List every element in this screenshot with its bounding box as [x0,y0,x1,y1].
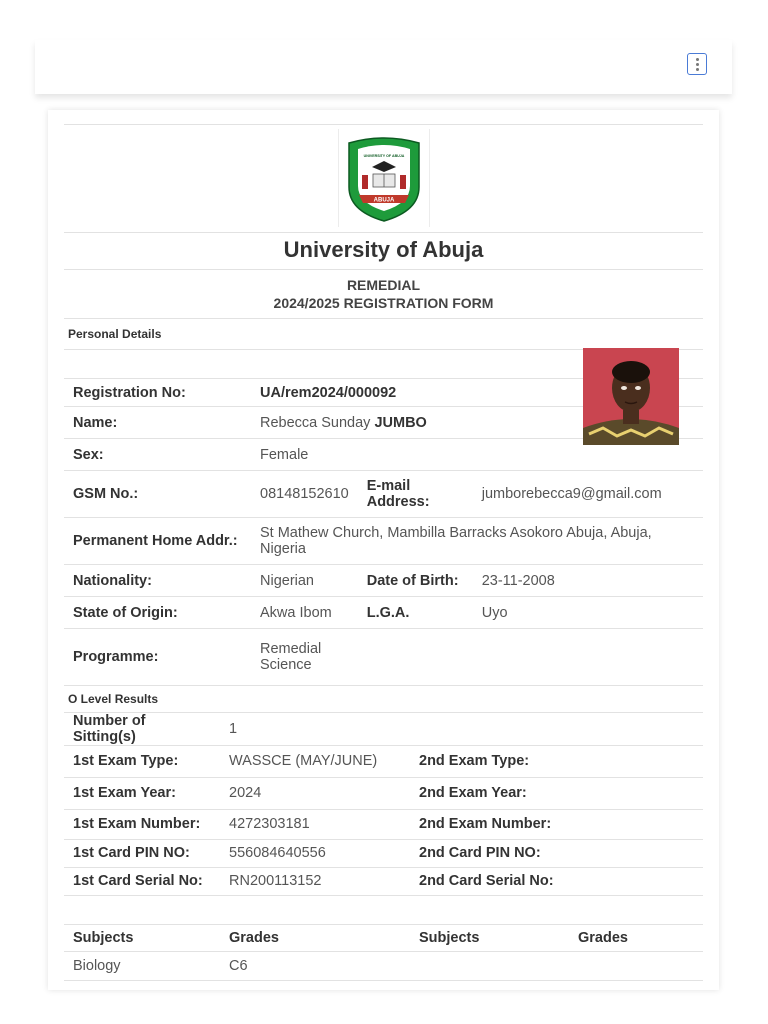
grades-header: Grades [569,924,703,951]
olevel-row-value-2 [569,839,703,867]
subject-grade: C6 [220,951,410,980]
state-value: Akwa Ibom [251,597,358,629]
form-body [64,124,703,981]
programme-label: Programme: [64,629,251,685]
olevel-row-label-2: 2nd Exam Number: [410,809,569,839]
olevel-row-value-2 [569,745,703,777]
passport-photo [583,348,679,445]
name-label: Name: [64,407,251,439]
state-label: State of Origin: [64,597,251,629]
subjects-header: Subjects [410,924,569,951]
subtitle-remedial: REMEDIAL [346,277,421,293]
olevel-row-value-1: WASSCE (MAY/JUNE) [220,745,410,777]
olevel-row-label-1: 1st Exam Type: [64,745,220,777]
email-value: jumborebecca9@gmail.com [473,471,703,518]
olevel-row-value-2 [569,777,703,809]
form-subtitle [64,270,703,318]
olevel-row-value-1: 4272303181 [220,809,410,839]
address-label: Permanent Home Addr.: [64,518,251,565]
logo-row [64,125,703,232]
olevel-row-value-1: 556084640556 [220,839,410,867]
olevel-row-label-1: 1st Exam Number: [64,809,220,839]
olevel-row-value-2 [569,867,703,895]
registration-form-card [48,110,719,990]
olevel-row-label-2: 2nd Exam Type: [410,745,569,777]
logo-text-bottom: ABUJA [373,197,395,204]
subject-grade [569,951,703,980]
subject-name [410,951,569,980]
olevel-row-label-1: 1st Card PIN NO: [64,839,220,867]
subject-name: Biology [64,951,220,980]
registration-label: Registration No: [64,379,251,407]
olevel-row-label-2: 2nd Card Serial No: [410,867,569,895]
address-value: St Mathew Church, Mambilla Barracks Asokoro Abuja, Abuja, Nigeria [251,518,703,565]
nationality-label: Nationality: [64,565,251,597]
subjects-header: Subjects [64,924,220,951]
gsm-value: 08148152610 [251,471,358,518]
dob-value: 23-11-2008 [473,565,703,597]
olevel-row-label-2: 2nd Exam Year: [410,777,569,809]
olevel-row-label-1: 1st Exam Year: [64,777,220,809]
olevel-row-label-1: 1st Card Serial No: [64,867,220,895]
name-last: JUMBO [374,414,427,431]
olevel-row-value-2 [569,809,703,839]
olevel-heading: O Level Results [68,691,159,706]
subtitle-registration-form: 2024/2025 REGISTRATION FORM [273,295,494,311]
olevel-row-value-1: 2024 [220,777,410,809]
name-first: Rebecca Sunday [260,414,371,431]
lga-value: Uyo [473,597,703,629]
olevel-row-label-2: 2nd Card PIN NO: [410,839,569,867]
logo-text-top: UNIVERSITY OF ABUJA [363,154,405,158]
sex-label: Sex: [64,439,251,471]
kebab-menu-icon[interactable] [687,53,707,75]
grades-header: Grades [220,924,410,951]
olevel-table [64,712,703,982]
lga-label: L.G.A. [358,597,473,629]
olevel-row-value-1: RN200113152 [220,867,410,895]
programme-value: Remedial Science [251,629,358,685]
sittings-label: Number of Sitting(s) [64,712,220,745]
registration-value: UA/rem2024/000092 [251,379,703,407]
university-name: University of Abuja [283,237,484,262]
personal-details-heading: Personal Details [68,327,162,341]
dob-label: Date of Birth: [358,565,473,597]
sittings-value: 1 [220,712,703,745]
nationality-value: Nigerian [251,565,358,597]
logo-frame [338,129,430,227]
university-crest-logo [339,129,429,227]
top-bar [35,40,732,94]
sex-value: Female [251,439,703,471]
gsm-label: GSM No.: [64,471,251,518]
email-label: E-mail Address: [358,471,473,518]
